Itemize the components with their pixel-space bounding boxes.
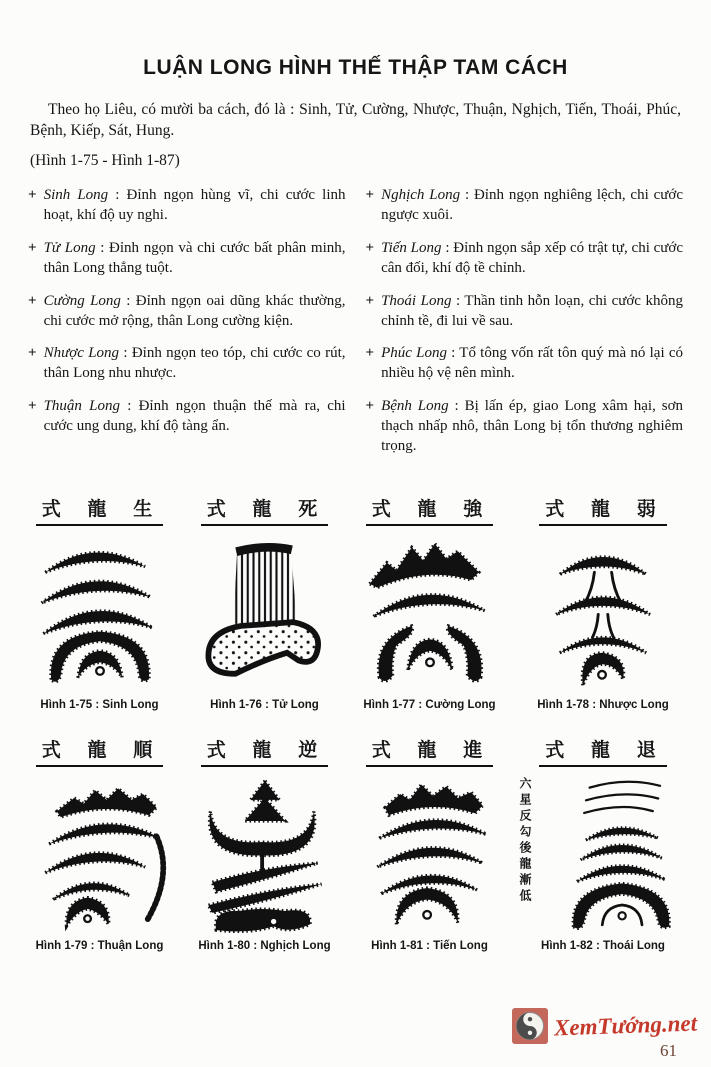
figure-tien-long [352, 735, 507, 952]
definition-nghich-long [366, 186, 684, 226]
definitions-section [28, 186, 683, 470]
bullet-marker: + [28, 186, 37, 203]
intro-paragraph: Theo họ Liêu, có mười ba cách, đó là : Sinh, Tử, Cường, Nhược, Thuận, Nghịch, Tiến, Thoái, Phúc, Bệnh, Kiếp, Sát, Hung. [30, 101, 681, 139]
figure-grid [22, 494, 689, 952]
definition-text: : Đỉnh ngọn hùng vĩ, chi cước linh hoạt, khí độ uy nghi. [43, 186, 346, 223]
definition-text: : Đỉnh ngọn và chi cước bất phân minh, thân Long thẳng tuột. [43, 239, 346, 276]
definition-nhuoc-long [28, 344, 346, 384]
definition-thuan-long [28, 397, 346, 437]
page-number: 61 [660, 1041, 677, 1060]
figure-nhuoc-long [517, 494, 689, 711]
figure-nghich-long [187, 735, 342, 952]
figure-hanzi-label: 式 龍 退 [539, 735, 667, 767]
figure-caption: Hình 1-81 : Tiến Long [371, 940, 488, 953]
figure-tu-long [187, 494, 342, 711]
definitions-right-column [366, 186, 684, 470]
watermark [512, 1008, 697, 1044]
bullet-marker: + [28, 345, 37, 362]
yin-yang-icon [512, 1008, 548, 1044]
figure-hanzi-label: 式 龍 弱 [539, 494, 667, 526]
definition-tu-long [28, 239, 346, 279]
definition-tien-long [366, 239, 684, 279]
definition-text: : Đỉnh ngọn nghiêng lệch, chi cước ngược xuôi. [381, 186, 683, 223]
figure-hanzi-label: 式 龍 逆 [201, 735, 329, 767]
mountain-ridges-illustration [25, 534, 175, 692]
figure-caption: Hình 1-77 : Cường Long [363, 699, 496, 712]
bullet-marker: + [28, 292, 37, 309]
definition-term: Tử Long [43, 239, 96, 256]
figure-caption: Hình 1-80 : Nghịch Long [198, 940, 331, 953]
reversed-ridges-illustration [190, 775, 340, 933]
definition-thoai-long [366, 292, 684, 332]
figure-range-note: (Hình 1-75 - Hình 1-87) [30, 151, 180, 169]
receding-ridges-illustration [539, 775, 689, 933]
bullet-marker: + [365, 186, 375, 203]
figure-side-annotation: 六星反勾後龍漸低 [518, 777, 532, 906]
definition-term: Bệnh Long [381, 398, 449, 415]
definition-term: Tiến Long [381, 239, 442, 256]
definition-text: : Bị lấn ép, giao Long xâm hại, sơn thạch nhấp nhô, thân Long bị tổn thương nghiêm trọng. [381, 398, 684, 455]
definition-text: : Đỉnh ngọn oai dũng khác thường, chi cước mở rộng, thân Long cường kiện. [43, 292, 346, 329]
figure-cuong-long [352, 494, 507, 711]
peaked-ridges-illustration [355, 534, 505, 692]
mushroom-ridges-illustration [528, 534, 678, 692]
definitions-left-column [28, 186, 346, 470]
figure-thoai-long [517, 735, 689, 952]
figure-caption: Hình 1-82 : Thoái Long [541, 940, 665, 953]
definition-text: : Đỉnh ngọn sắp xếp có trật tự, chi cước cân đối, khí độ tề chỉnh. [381, 239, 684, 276]
definition-text: : Đỉnh ngọn teo tóp, chi cước co rút, thân Long nhu nhược. [43, 345, 346, 382]
bullet-marker: + [365, 239, 375, 256]
definition-text: : Tổ tông vốn rất tôn quý mà nó lại có nhiều hộ vệ nên mình. [381, 345, 683, 382]
bullet-marker: + [28, 239, 37, 256]
definition-benh-long [366, 397, 684, 457]
definition-term: Thuận Long [43, 398, 120, 415]
definition-text: : Thần tinh hỗn loạn, chi cước không chỉnh tề, đi lui về sau. [381, 292, 683, 329]
figure-thuan-long [22, 735, 177, 952]
striped-column-illustration [190, 534, 340, 692]
definition-term: Cường Long [43, 292, 121, 309]
page-title: LUẬN LONG HÌNH THẾ THẬP TAM CÁCH [143, 56, 568, 79]
figure-caption: Hình 1-79 : Thuận Long [35, 940, 164, 953]
definition-term: Thoái Long [381, 292, 452, 309]
watermark-site-name: XemTướng.net [553, 1010, 698, 1041]
figure-hanzi-label: 式 龍 強 [366, 494, 494, 526]
definition-term: Nhược Long [43, 345, 120, 362]
definition-phuc-long [366, 344, 684, 384]
leaning-ridges-illustration [25, 775, 175, 933]
figure-sinh-long [22, 494, 177, 711]
figure-hanzi-label: 式 龍 進 [366, 735, 494, 767]
figure-hanzi-label: 式 龍 順 [36, 735, 164, 767]
bullet-marker: + [28, 398, 37, 415]
definition-cuong-long [28, 292, 346, 332]
figure-caption: Hình 1-78 : Nhược Long [537, 699, 669, 712]
definition-term: Phúc Long [381, 345, 447, 362]
figure-hanzi-label: 式 龍 生 [36, 494, 164, 526]
figure-caption: Hình 1-75 : Sinh Long [40, 699, 159, 712]
definition-sinh-long [28, 186, 346, 226]
definition-term: Nghịch Long [381, 186, 461, 203]
definition-term: Sinh Long [43, 186, 109, 203]
bullet-marker: + [365, 398, 375, 415]
bullet-marker: + [365, 345, 375, 362]
definition-text: : Đỉnh ngọn thuận thế mà ra, chi cước ung dung, khí độ tàng ẩn. [43, 398, 346, 435]
figure-hanzi-label: 式 龍 死 [201, 494, 329, 526]
ordered-ridges-illustration [355, 775, 505, 933]
bullet-marker: + [365, 292, 375, 309]
figure-caption: Hình 1-76 : Tử Long [210, 699, 319, 712]
